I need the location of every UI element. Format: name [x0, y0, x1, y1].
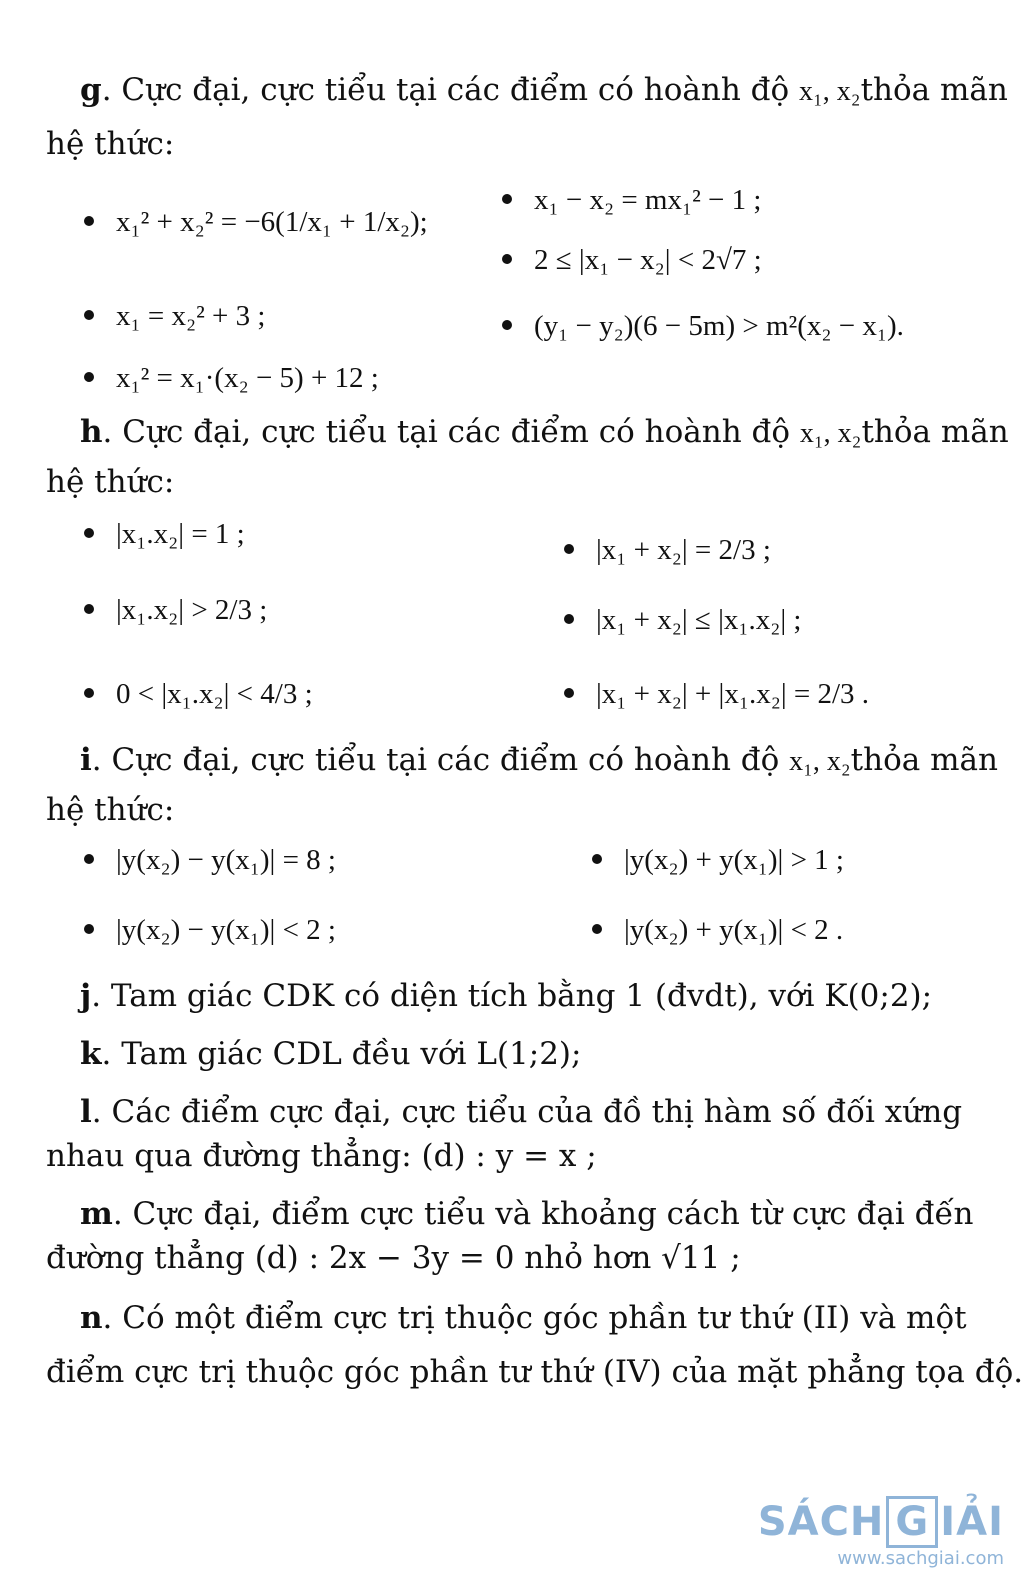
- h-item-5: |x₁ + x₂| ≤ |x₁.x₂| ;: [564, 600, 802, 640]
- section-h-text: . Cực đại, cực tiểu tại các điểm có hoành độ: [102, 414, 791, 450]
- watermark: [758, 1496, 1004, 1569]
- g-item-4: x₁ − x₂ = mx₁² − 1 ;: [502, 180, 761, 220]
- section-m-text: . Cực đại, điểm cực tiểu và khoảng cách từ cực đại đến: [112, 1196, 974, 1232]
- g-item-1: x₁² + x₂² = −6(1/x₁ + 1/x₂);: [84, 202, 428, 242]
- section-i-text: . Cực đại, cực tiểu tại các điểm có hoành độ: [91, 742, 780, 778]
- bullet-icon: [502, 194, 512, 204]
- section-g-tail: thỏa mãn: [860, 72, 1008, 108]
- i-item-4: |y(x₂) + y(x₁)| < 2 .: [592, 910, 843, 950]
- section-g-line2: hệ thức:: [46, 126, 175, 162]
- g-item-3: x₁² = x₁·(x₂ − 5) + 12 ;: [84, 358, 379, 398]
- section-n-text: . Có một điểm cực trị thuộc góc phần tư thứ (II) và một: [102, 1300, 967, 1336]
- section-j: [80, 976, 932, 1016]
- h-item-2: |x₁.x₂| > 2/3 ;: [84, 590, 267, 630]
- bullet-icon: [84, 372, 94, 382]
- bullet-icon: [84, 604, 94, 614]
- g-item-5: 2 ≤ |x₁ − x₂| < 2√7 ;: [502, 240, 762, 280]
- bullet-icon: [84, 528, 94, 538]
- g-item-2: x₁ = x₂² + 3 ;: [84, 296, 265, 336]
- section-i-line2: hệ thức:: [46, 792, 175, 828]
- section-k: [80, 1034, 581, 1074]
- section-j-label: j: [80, 978, 92, 1014]
- h-item-6: |x₁ + x₂| + |x₁.x₂| = 2/3 .: [564, 674, 869, 714]
- section-l-line1: [80, 1092, 962, 1132]
- section-j-text: . Tam giác CDK có diện tích bằng 1 (đvdt), với K(0;2);: [91, 978, 933, 1014]
- bullet-icon: [564, 544, 574, 554]
- bullet-icon: [502, 320, 512, 330]
- section-k-text: . Tam giác CDL đều với L(1;2);: [101, 1036, 582, 1072]
- i-item-3: |y(x₂) + y(x₁)| > 1 ;: [592, 840, 844, 880]
- section-g-label: g: [80, 72, 102, 108]
- section-g-vars: x₁, x₂: [799, 76, 861, 107]
- bullet-icon: [84, 310, 94, 320]
- watermark-logo: SÁCH G IẢI: [758, 1496, 1004, 1548]
- i-item-1: |y(x₂) − y(x₁)| = 8 ;: [84, 840, 336, 880]
- section-l-line2: nhau qua đường thẳng: (d) : y = x ;: [46, 1138, 597, 1174]
- section-i-heading: [80, 740, 998, 782]
- watermark-url: www.sachgiai.com: [837, 1548, 1004, 1569]
- section-i-label: i: [80, 742, 92, 778]
- section-l-label: l: [80, 1094, 92, 1130]
- section-g-text: . Cực đại, cực tiểu tại các điểm có hoành độ: [101, 72, 790, 108]
- section-i-vars: x₁, x₂: [789, 746, 851, 777]
- bullet-icon: [592, 924, 602, 934]
- bullet-icon: [84, 688, 94, 698]
- bullet-icon: [564, 688, 574, 698]
- section-h-heading: [80, 412, 1009, 454]
- g-item-6: (y₁ − y₂)(6 − 5m) > m²(x₂ − x₁).: [502, 306, 904, 346]
- bullet-icon: [84, 854, 94, 864]
- section-h-line2: hệ thức:: [46, 464, 175, 500]
- bullet-icon: [564, 614, 574, 624]
- section-n-line2: điểm cực trị thuộc góc phần tư thứ (IV) của mặt phẳng tọa độ.: [46, 1354, 1024, 1390]
- section-m-line2: đường thẳng (d) : 2x − 3y = 0 nhỏ hơn √11 ;: [46, 1240, 741, 1276]
- section-h-vars: x₁, x₂: [799, 418, 862, 449]
- section-k-label: k: [80, 1036, 102, 1072]
- section-m-line1: [80, 1194, 974, 1234]
- h-item-3: 0 < |x₁.x₂| < 4/3 ;: [84, 674, 313, 714]
- section-n-line1: [80, 1298, 967, 1338]
- bullet-icon: [84, 924, 94, 934]
- bullet-icon: [502, 254, 512, 264]
- section-i-tail: thỏa mãn: [850, 742, 998, 778]
- bullet-icon: [84, 216, 94, 226]
- section-g-heading: [80, 70, 1008, 112]
- bullet-icon: [592, 854, 602, 864]
- h-item-1: |x₁.x₂| = 1 ;: [84, 514, 245, 554]
- section-h-tail: thỏa mãn: [861, 414, 1009, 450]
- h-item-4: |x₁ + x₂| = 2/3 ;: [564, 530, 771, 570]
- i-item-2: |y(x₂) − y(x₁)| < 2 ;: [84, 910, 336, 950]
- section-l-text: . Các điểm cực đại, cực tiểu của đồ thị hàm số đối xứng: [91, 1094, 963, 1130]
- section-h-label: h: [80, 414, 103, 450]
- section-m-label: m: [80, 1196, 113, 1232]
- section-n-label: n: [80, 1300, 103, 1336]
